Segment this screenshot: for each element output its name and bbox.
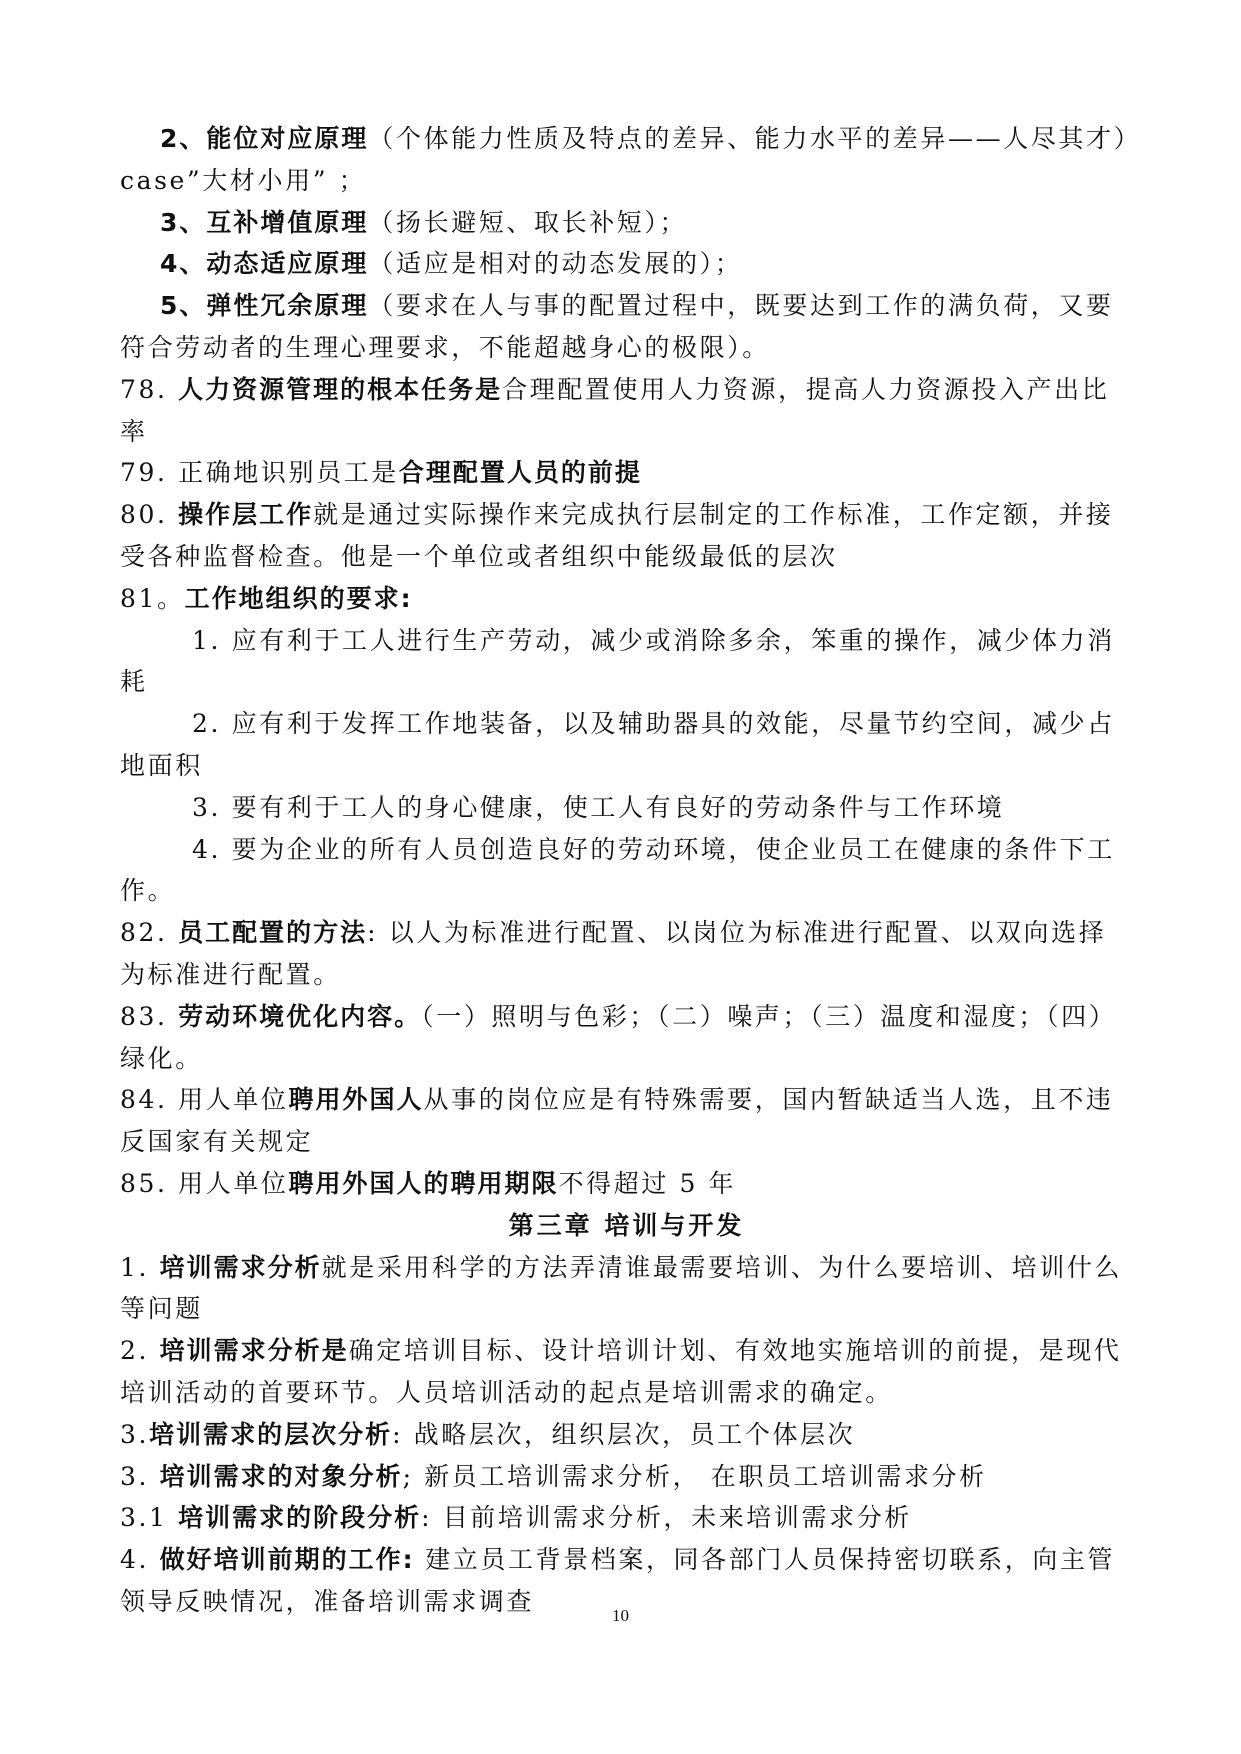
paragraph-ch3-3-1-stage: 3.1 培训需求的阶段分析: 目前培训需求分析，未来培训需求分析 [120,1503,912,1533]
paragraph-principle-2: 2、能位对应原理（个体能力性质及特点的差异、能力水平的差异——人尽其才）case”大材小用” ； [120,124,1129,195]
paragraph-84: 84. 用人单位聘用外国人从事的岗位应是有特殊需要，国内暂缺适当人选，且不违反国家有关规定 [120,1085,1114,1157]
page-number: 10 [612,1606,629,1625]
paragraph-81: 81。工作地组织的要求: [120,583,413,613]
paragraph-83: 83. 劳动环境优化内容。（一）照明与色彩；（二）噪声；（三）温度和湿度；（四）绿化。 [120,1001,1117,1073]
paragraph-82: 82. 员工配置的方法: 以人为标准进行配置、以岗位为标准进行配置、以双向选择为标准进行配置。 [120,918,1107,989]
paragraph-80: 80. 操作层工作就是通过实际操作来完成执行层制定的工作标准，工作定额，并接受各种监督检查。他是一个单位或者组织中能级最低的层次 [120,500,1114,571]
paragraph-78: 78. 人力资源管理的根本任务是合理配置使用人力资源，提高人力资源投入产出比率 [120,374,1110,446]
paragraph-ch3-3-object: 3. 培训需求的对象分析; 新员工培训需求分析， 在职员工培训需求分析 [120,1461,987,1491]
paragraph-81-item-2: 2. 应有利于发挥工作地装备，以及辅助器具的效能，尽量节约空间，减少占地面积 [120,709,1115,780]
paragraph-ch3-2: 2. 培训需求分析是确定培训目标、设计培训计划、有效地实施培训的前提，是现代培训活动的首要环节。人员培训活动的起点是培训需求的确定。 [120,1336,1122,1407]
paragraph-85: 85. 用人单位聘用外国人的聘用期限不得超过 5 年 [120,1168,737,1198]
paragraph-79: 79. 正确地识别员工是合理配置人员的前提 [120,458,642,488]
paragraph-81-item-4: 4. 要为企业的所有人员创造良好的劳动环境，使企业员工在健康的条件下工作。 [120,834,1115,906]
paragraph-81-item-1: 1. 应有利于工人进行生产劳动，减少或消除多余，笨重的操作，减少体力消耗 [120,625,1115,697]
paragraph-principle-4: 4、动态适应原理（适应是相对的动态发展的）； [160,249,743,279]
chapter-title: 第三章 培训与开发 [508,1210,745,1240]
paragraph-ch3-1: 1. 培训需求分析就是采用科学的方法弄清谁最需要培训、为什么要培训、培训什么等问题 [120,1252,1123,1324]
paragraph-principle-5: 5、弹性冗余原理（要求在人与事的配置过程中，既要达到工作的满负荷，又要符合劳动者的生理心理要求，不能超越身心的极限）。 [120,291,1114,362]
paragraph-ch3-3-level: 3.培训需求的层次分析: 战略层次，组织层次，员工个体层次 [120,1419,856,1449]
paragraph-81-item-3: 3. 要有利于工人的身心健康，使工人有良好的劳动条件与工作环境 [192,792,1005,822]
paragraph-principle-3: 3、互补增值原理（扬长避短、取长补短）； [160,207,688,237]
paragraph-ch3-4: 4. 做好培训前期的工作: 建立员工背景档案，同各部门人员保持密切联系，向主管领导反映情况，准备培训需求调查 [120,1545,1116,1616]
